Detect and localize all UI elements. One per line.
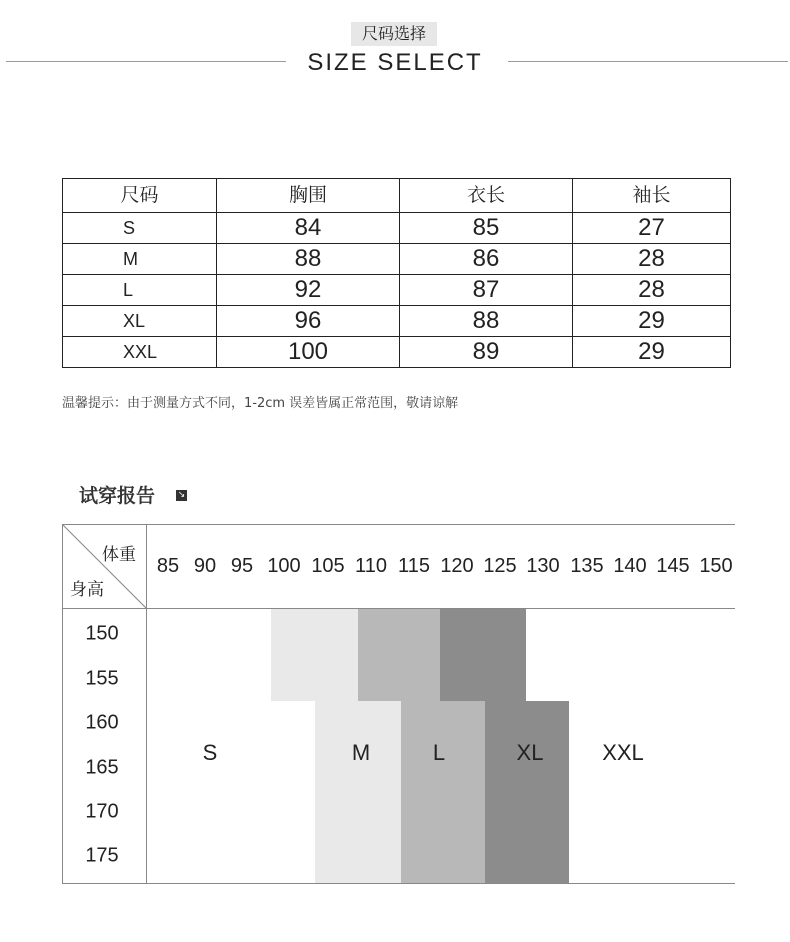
table-row — [63, 306, 731, 337]
cell-sleeve: 29 — [573, 306, 731, 337]
height-tick: 160 — [85, 711, 119, 734]
height-tick: 165 — [85, 756, 119, 779]
height-tick: 155 — [85, 667, 119, 690]
zone-xl — [440, 609, 526, 701]
weight-tick: 100 — [267, 555, 301, 577]
section-title-cn: 尺码选择 — [351, 22, 437, 46]
cell-size: XL — [63, 306, 217, 337]
zone-xl — [485, 701, 569, 883]
height-tick: 170 — [85, 800, 119, 823]
cell-size: S — [63, 213, 217, 244]
cell-length: 88 — [400, 306, 573, 337]
weight-tick: 130 — [526, 555, 560, 577]
cell-chest: 100 — [217, 337, 400, 368]
cell-size: L — [63, 275, 217, 306]
cell-sleeve: 27 — [573, 213, 731, 244]
cell-sleeve: 28 — [573, 244, 731, 275]
cell-size: M — [63, 244, 217, 275]
table-row — [63, 213, 731, 244]
col-header-chest: 胸围 — [217, 179, 400, 213]
zone-l — [358, 609, 440, 701]
header-divider-right — [508, 61, 788, 62]
weight-tick: 105 — [311, 555, 345, 577]
cell-length: 87 — [400, 275, 573, 306]
chart-bottom-border — [62, 883, 735, 884]
weight-tick: 95 — [230, 555, 254, 577]
cell-length: 89 — [400, 337, 573, 368]
table-row — [63, 244, 731, 275]
zone-m — [315, 701, 401, 883]
weight-tick: 90 — [193, 555, 217, 577]
weight-tick: 150 — [699, 555, 733, 577]
col-header-size: 尺码 — [63, 179, 217, 213]
cell-length: 86 — [400, 244, 573, 275]
weight-axis-label: 体重 — [102, 545, 136, 565]
cell-length: 85 — [400, 213, 573, 244]
table-row — [63, 337, 731, 368]
col-header-sleeve: 袖长 — [573, 179, 731, 213]
weight-tick: 115 — [398, 555, 430, 577]
cell-chest: 88 — [217, 244, 400, 275]
arrow-box-icon: ↘ — [177, 490, 186, 500]
weight-tick: 85 — [156, 555, 180, 577]
height-tick: 150 — [85, 622, 119, 645]
size-label-m: M — [351, 740, 371, 765]
size-label-s: S — [202, 740, 218, 765]
cell-chest: 92 — [217, 275, 400, 306]
chart-top-border — [62, 524, 735, 525]
measurement-note: 温馨提示：由于测量方式不同，1-2cm 误差皆属正常范围，敬请谅解 — [62, 396, 459, 411]
weight-tick: 140 — [613, 555, 647, 577]
weight-tick: 135 — [570, 555, 604, 577]
cell-sleeve: 28 — [573, 275, 731, 306]
table-header-row — [63, 179, 731, 213]
cell-chest: 96 — [217, 306, 400, 337]
report-title: 试穿报告 — [79, 485, 156, 507]
fit-chart — [62, 524, 735, 884]
cell-size: XXL — [63, 337, 217, 368]
height-axis-label: 身高 — [70, 580, 104, 600]
weight-tick: 110 — [355, 555, 387, 577]
size-table — [62, 178, 731, 368]
col-header-length: 衣长 — [400, 179, 573, 213]
cell-sleeve: 29 — [573, 337, 731, 368]
size-label-xxl: XXL — [602, 740, 644, 765]
cell-chest: 84 — [217, 213, 400, 244]
header-divider-left — [6, 61, 286, 62]
zone-l — [401, 701, 485, 883]
height-tick: 175 — [85, 844, 119, 867]
weight-tick: 120 — [440, 555, 474, 577]
weight-tick: 125 — [483, 555, 517, 577]
section-title-en: SIZE SELECT — [307, 49, 483, 76]
zone-m — [271, 609, 358, 701]
weight-tick: 145 — [656, 555, 690, 577]
table-row — [63, 275, 731, 306]
size-label-xl: XL — [516, 740, 544, 765]
chart-header-divider — [62, 608, 735, 609]
size-label-l: L — [432, 740, 446, 765]
